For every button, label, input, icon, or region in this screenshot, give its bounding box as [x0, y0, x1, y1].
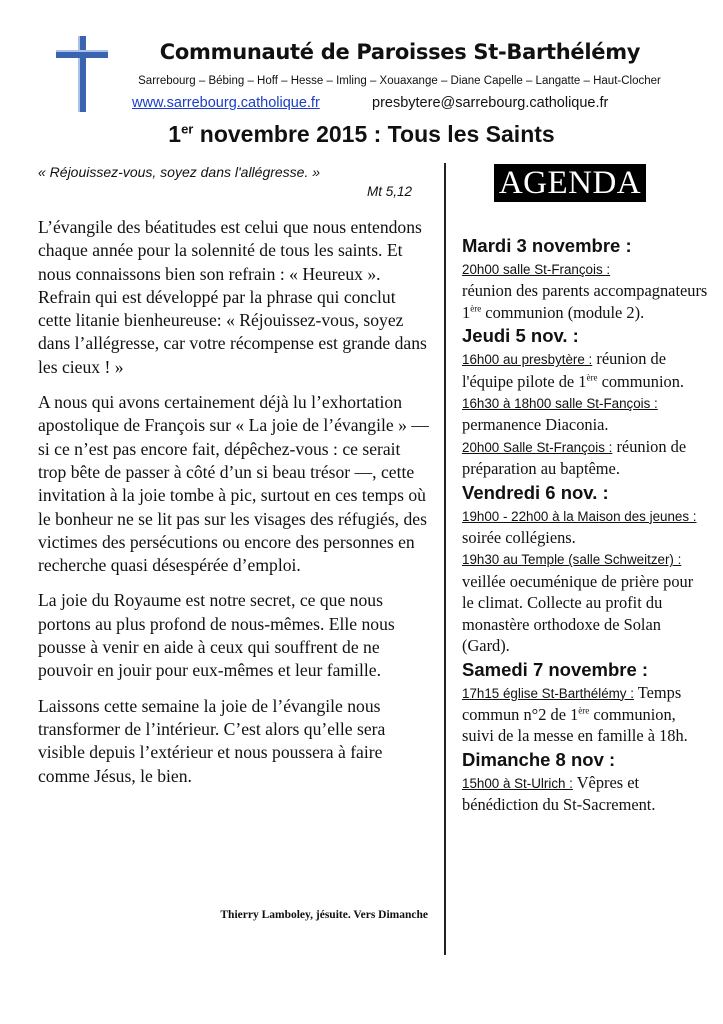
event-description-end: communion (module 2). — [481, 302, 645, 322]
agenda-event — [462, 505, 708, 549]
event-description: permanence Diaconia. — [462, 415, 609, 435]
agenda-day: Jeudi 5 nov. : — [462, 325, 579, 347]
article-paragraph: La joie du Royaume est notre secret, ce que nous portons au plus profond de nous-mêmes. Elle nous pousse à venir en aide à ceux qui souffrent de ne pouvoir en jouir pour eux-mêmes et leur famille. — [38, 590, 395, 681]
agenda-day: Dimanche 8 nov : — [462, 748, 616, 770]
agenda-event — [462, 682, 708, 747]
agenda-event — [462, 772, 708, 816]
article-paragraph: A nous qui avons certainement déjà lu l’exhortation apostolique de François sur « La joie de l’évangile » — si ce n’est pas encore fait, dépêchez-vous : ce serait trop bête de passer à côté d’un si beau trésor —, cette invitation à la joie tombe à pic, surtout en ces temps où le bonheur ne se lit pas sur les visages des réfugiés, des victimes des persécutions ou encore des personnes en recherche quasi désespérée d’emploi. — [38, 392, 429, 576]
event-description: réunion de l'équipe pilote de 1 — [462, 349, 667, 391]
parish-title: Communauté de Paroisses St-Barthélémy — [159, 40, 641, 64]
title-ordinal-suffix: er — [181, 121, 194, 137]
agenda-list — [462, 233, 708, 816]
agenda-day: Mardi 3 novembre : — [462, 235, 632, 256]
event-time: 19h00 - 22h00 à la Maison des jeunes : — [462, 508, 697, 524]
event-description: réunion de préparation au baptême. — [462, 436, 687, 479]
ordinal-suffix: ère — [470, 303, 482, 314]
event-description: réunion des parents accompagnateurs 1 — [462, 281, 708, 322]
villages-list: Sarrebourg – Bébing – Hoff – Hesse – Imling – Xouaxange – Diane Capelle – Langatte – Haut-Clocher — [138, 75, 661, 87]
ordinal-suffix: ère — [578, 705, 590, 716]
email-address[interactable]: presbytere@sarrebourg.catholique.fr — [372, 95, 609, 111]
article-paragraph: L’évangile des béatitudes est celui que nous entendons chaque année pour la solennité de tous les saints. Et nous connaissons bien son refrain : « Heureux ». Refrain qui est développé par la phrase qui conclut cette litanie bienheureuse: « Réjouissez-vous, soyez dans l’allégresse, car votre récompense est grande dans les cieux ! » — [38, 217, 427, 377]
event-description: Vêpres et bénédiction du St-Sacrement. — [462, 772, 656, 815]
column-divider — [444, 163, 446, 955]
agenda-day: Samedi 7 novembre : — [462, 658, 649, 680]
scripture-reference: Mt 5,12 — [366, 184, 412, 199]
title-rest: novembre 2015 : Tous les Saints — [193, 121, 555, 147]
event-description-end: communion, suivi de la messe en famille à 18h. — [462, 704, 688, 746]
event-description: Temps commun n°2 de 1 — [462, 682, 682, 724]
article-body — [38, 216, 430, 800]
event-time: 20h00 Salle St-François : — [462, 439, 613, 455]
scripture-quote: « Réjouissez-vous, soyez dans l'allégresse. » — [38, 164, 321, 180]
event-description: veillée oecuménique de prière pour le climat. Collecte au profit du monastère orthodoxe de Solan (Gard). — [462, 571, 694, 656]
agenda-event — [462, 258, 708, 323]
event-time: 16h30 à 18h00 salle St-Fançois : — [462, 396, 658, 412]
article-paragraph: Laissons cette semaine la joie de l’évangile nous transformer de l’intérieur. C’est alors qu’elle sera visible depuis l’extérieur et nous poussera à faire comme Jésus, le bien. — [38, 695, 386, 786]
bulletin-title — [0, 121, 723, 148]
cross-vertical-bar — [78, 36, 86, 112]
agenda-event — [462, 348, 708, 392]
event-time: 17h15 église St-Barthélémy : — [462, 685, 634, 701]
event-time: 16h00 au presbytère : — [462, 352, 593, 368]
title-number: 1 — [168, 121, 182, 147]
agenda-event — [462, 548, 708, 656]
event-description: soirée collégiens. — [462, 528, 576, 548]
cross-horizontal-bar — [56, 50, 108, 58]
event-time: 19h30 au Temple (salle Schweitzer) : — [462, 552, 682, 568]
event-time: 15h00 à St-Ulrich : — [462, 775, 573, 791]
agenda-day: Vendredi 6 nov. : — [462, 481, 609, 503]
event-time: 20h00 salle St-François : — [462, 262, 611, 277]
event-description-end: communion. — [597, 371, 684, 391]
ordinal-suffix: ère — [586, 372, 598, 383]
agenda-event — [462, 436, 708, 480]
agenda-heading: AGENDA — [494, 164, 646, 202]
website-link[interactable]: www.sarrebourg.catholique.fr — [132, 95, 320, 111]
cross-logo-icon — [56, 36, 108, 112]
agenda-event — [462, 392, 708, 436]
article-signature: Thierry Lamboley, jésuite. Vers Dimanche — [220, 909, 428, 921]
